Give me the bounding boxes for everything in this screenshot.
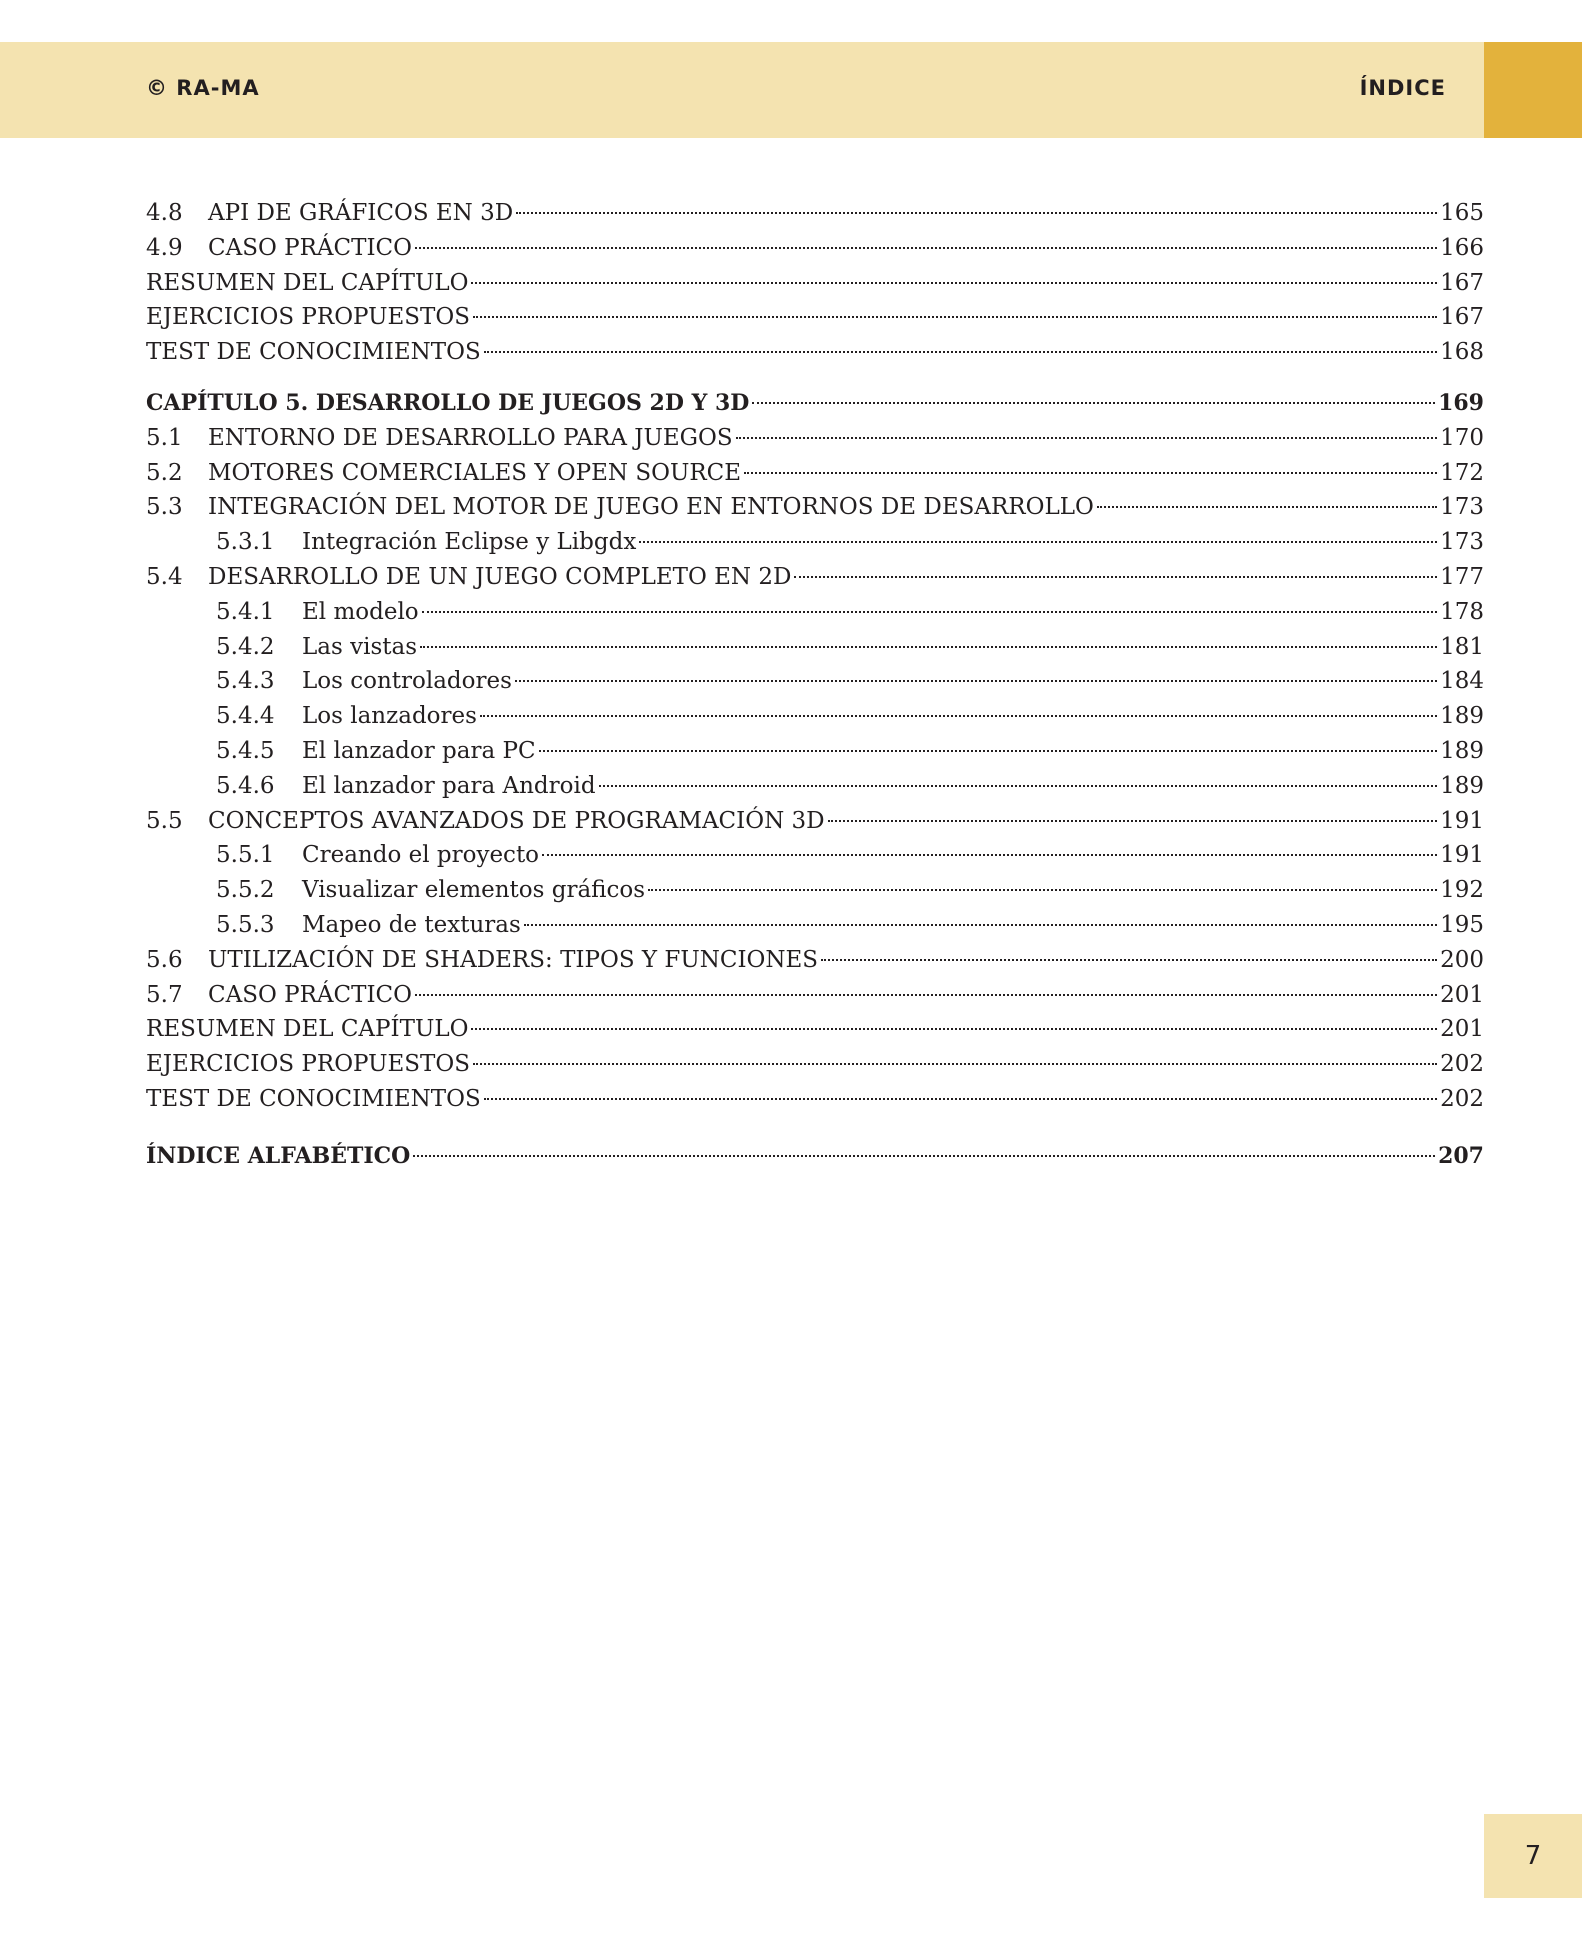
toc-entry[interactable] [146, 560, 1484, 595]
toc-entry-title: API DE GRÁFICOS EN 3D [208, 200, 514, 226]
toc-entry-title: El lanzador para PC [302, 737, 536, 764]
dot-leader [515, 680, 1437, 682]
toc-entry-page: 166 [1440, 234, 1484, 261]
toc-entry-title: ÍNDICE ALFABÉTICO [146, 1142, 411, 1169]
toc-entry-number: 5.6 [146, 946, 183, 973]
toc-subentry[interactable] [146, 699, 1484, 734]
header-accent-tab [1484, 42, 1582, 138]
toc-entry[interactable] [146, 490, 1484, 525]
toc-entry[interactable] [146, 300, 1484, 335]
dot-leader [516, 212, 1437, 214]
toc-entry-number: 5.4 [146, 563, 183, 590]
toc-entry-title: Los lanzadores [302, 703, 477, 730]
toc-entry-title: INTEGRACIÓN DEL MOTOR DE JUEGO EN ENTORNOS DE DESARROLLO [208, 494, 1094, 521]
dot-leader [794, 576, 1437, 578]
table-of-contents [146, 196, 1484, 1174]
toc-entry[interactable] [146, 335, 1484, 370]
toc-entry[interactable] [146, 231, 1484, 266]
toc-entry-title: Integración Eclipse y Libgdx [302, 529, 637, 556]
toc-entry-number: 5.7 [146, 981, 183, 1008]
dot-leader [484, 351, 1437, 353]
toc-entry-page: 172 [1440, 459, 1484, 486]
dot-leader [539, 750, 1438, 752]
dot-leader [648, 889, 1437, 891]
page-number-box [1484, 1814, 1582, 1898]
toc-entry-number: 5.5.1 [216, 842, 275, 869]
toc-entry-title: EJERCICIOS PROPUESTOS [146, 304, 471, 331]
toc-entry-number: 5.4.3 [216, 668, 275, 695]
toc-entry-page: 170 [1440, 424, 1484, 451]
toc-entry-title: TEST DE CONOCIMIENTOS [146, 1085, 481, 1112]
toc-entry-number: 5.2 [146, 459, 183, 486]
toc-subentry[interactable] [146, 525, 1484, 560]
toc-entry-title: Mapeo de texturas [302, 911, 521, 938]
dot-leader [413, 1155, 1435, 1157]
toc-entry-page: 173 [1440, 529, 1484, 556]
toc-entry[interactable] [146, 421, 1484, 456]
toc-entry-title: CAPÍTULO 5. DESARROLLO DE JUEGOS 2D Y 3D [146, 389, 750, 416]
toc-entry-number: 5.4.4 [216, 703, 275, 730]
toc-entry-title: Visualizar elementos gráficos [302, 877, 646, 904]
toc-entry-title: TEST DE CONOCIMIENTOS [146, 339, 481, 366]
toc-entry-page: 189 [1440, 772, 1484, 799]
toc-subentry[interactable] [146, 664, 1484, 699]
toc-entry-title: CONCEPTOS AVANZADOS DE PROGRAMACIÓN 3D [208, 807, 825, 834]
toc-entry-number: 5.5.3 [216, 911, 275, 938]
toc-subentry[interactable] [146, 873, 1484, 908]
toc-entry-page: 192 [1440, 877, 1484, 904]
toc-entry-page: 201 [1440, 1016, 1484, 1043]
dot-leader [473, 1063, 1437, 1065]
toc-entry-page: 202 [1440, 1085, 1484, 1112]
dot-leader [484, 1098, 1437, 1100]
toc-entry-page: 195 [1440, 911, 1484, 938]
toc-entry-page: 184 [1440, 668, 1484, 695]
dot-leader [736, 437, 1437, 439]
dot-leader [599, 785, 1438, 787]
toc-entry-number: 4.9 [146, 234, 183, 261]
dot-leader [1097, 506, 1437, 508]
dot-leader [828, 820, 1437, 822]
toc-entry-page: 168 [1440, 339, 1484, 366]
dot-leader [821, 959, 1437, 961]
toc-entry-page: 177 [1440, 563, 1484, 590]
toc-entry-title: CASO PRÁCTICO [208, 234, 413, 261]
dot-leader [471, 1028, 1437, 1030]
toc-entry-title: RESUMEN DEL CAPÍTULO [146, 269, 469, 296]
dot-leader [524, 924, 1437, 926]
toc-entry-page: 191 [1440, 807, 1484, 834]
toc-entry-title: CASO PRÁCTICO [208, 981, 413, 1008]
toc-entry-page: 189 [1440, 703, 1484, 730]
toc-entry-number: 5.3 [146, 494, 183, 521]
toc-entry-page: 200 [1440, 946, 1484, 973]
toc-index-entry[interactable] [146, 1139, 1484, 1174]
toc-subentry[interactable] [146, 595, 1484, 630]
toc-entry-page: 167 [1440, 304, 1484, 331]
toc-entry[interactable] [146, 804, 1484, 839]
dot-leader [480, 715, 1437, 717]
toc-entry-page: 178 [1440, 598, 1484, 625]
toc-entry[interactable] [146, 943, 1484, 978]
section-title: ÍNDICE [1359, 76, 1446, 100]
toc-entry-title: MOTORES COMERCIALES Y OPEN SOURCE [208, 459, 742, 486]
publisher-label: © RA-MA [146, 76, 260, 100]
dot-leader [471, 282, 1437, 284]
toc-entry-page: 189 [1440, 737, 1484, 764]
toc-subentry[interactable] [146, 769, 1484, 804]
dot-leader [752, 402, 1435, 404]
dot-leader [639, 541, 1437, 543]
toc-entry-page: 191 [1440, 842, 1484, 869]
dot-leader [415, 994, 1437, 996]
dot-leader [542, 854, 1437, 856]
dot-leader [422, 611, 1437, 613]
toc-entry-number: 5.4.6 [216, 772, 275, 799]
toc-entry-title: RESUMEN DEL CAPÍTULO [146, 1016, 469, 1043]
toc-entry-number: 4.8 [146, 200, 183, 226]
toc-entry-page: 165 [1440, 200, 1484, 226]
toc-entry-title: El modelo [302, 598, 419, 625]
toc-subentry[interactable] [146, 734, 1484, 769]
toc-entry[interactable] [146, 978, 1484, 1013]
toc-entry-title: UTILIZACIÓN DE SHADERS: TIPOS Y FUNCIONES [208, 946, 819, 973]
toc-entry-number: 5.5.2 [216, 877, 275, 904]
toc-entry-page: 201 [1440, 981, 1484, 1008]
toc-entry-number: 5.4.1 [216, 598, 275, 625]
toc-entry-page: 167 [1440, 269, 1484, 296]
toc-entry-number: 5.1 [146, 424, 183, 451]
toc-entry[interactable] [146, 266, 1484, 301]
dot-leader [744, 472, 1437, 474]
toc-entry[interactable] [146, 196, 1484, 231]
toc-entry-page: 169 [1438, 389, 1484, 416]
toc-entry-title: Creando el proyecto [302, 842, 540, 869]
toc-entry-number: 5.4.5 [216, 737, 275, 764]
toc-subentry[interactable] [146, 908, 1484, 943]
toc-entry[interactable] [146, 456, 1484, 491]
toc-subentry[interactable] [146, 630, 1484, 665]
toc-entry-title: Las vistas [302, 633, 418, 660]
toc-entry[interactable] [146, 1047, 1484, 1082]
toc-entry-number: 5.3.1 [216, 529, 275, 556]
toc-entry-page: 202 [1440, 1051, 1484, 1078]
dot-leader [473, 316, 1437, 318]
dot-leader [420, 646, 1437, 648]
toc-entry-title: ENTORNO DE DESARROLLO PARA JUEGOS [208, 424, 733, 451]
toc-entry-title: El lanzador para Android [302, 772, 596, 799]
toc-entry-page: 173 [1440, 494, 1484, 521]
toc-entry-number: 5.4.2 [216, 633, 275, 660]
toc-entry-title: EJERCICIOS PROPUESTOS [146, 1051, 471, 1078]
toc-entry-page: 207 [1438, 1142, 1484, 1169]
toc-chapter-entry[interactable] [146, 386, 1484, 421]
toc-entry[interactable] [146, 1012, 1484, 1047]
toc-entry-number: 5.5 [146, 807, 183, 834]
dot-leader [415, 247, 1437, 249]
toc-entry-page: 181 [1440, 633, 1484, 660]
toc-entry-title: Los controladores [302, 668, 512, 695]
toc-entry-title: DESARROLLO DE UN JUEGO COMPLETO EN 2D [208, 563, 792, 590]
toc-entry[interactable] [146, 1082, 1484, 1117]
page-number: 7 [1524, 1841, 1542, 1871]
toc-subentry[interactable] [146, 838, 1484, 873]
